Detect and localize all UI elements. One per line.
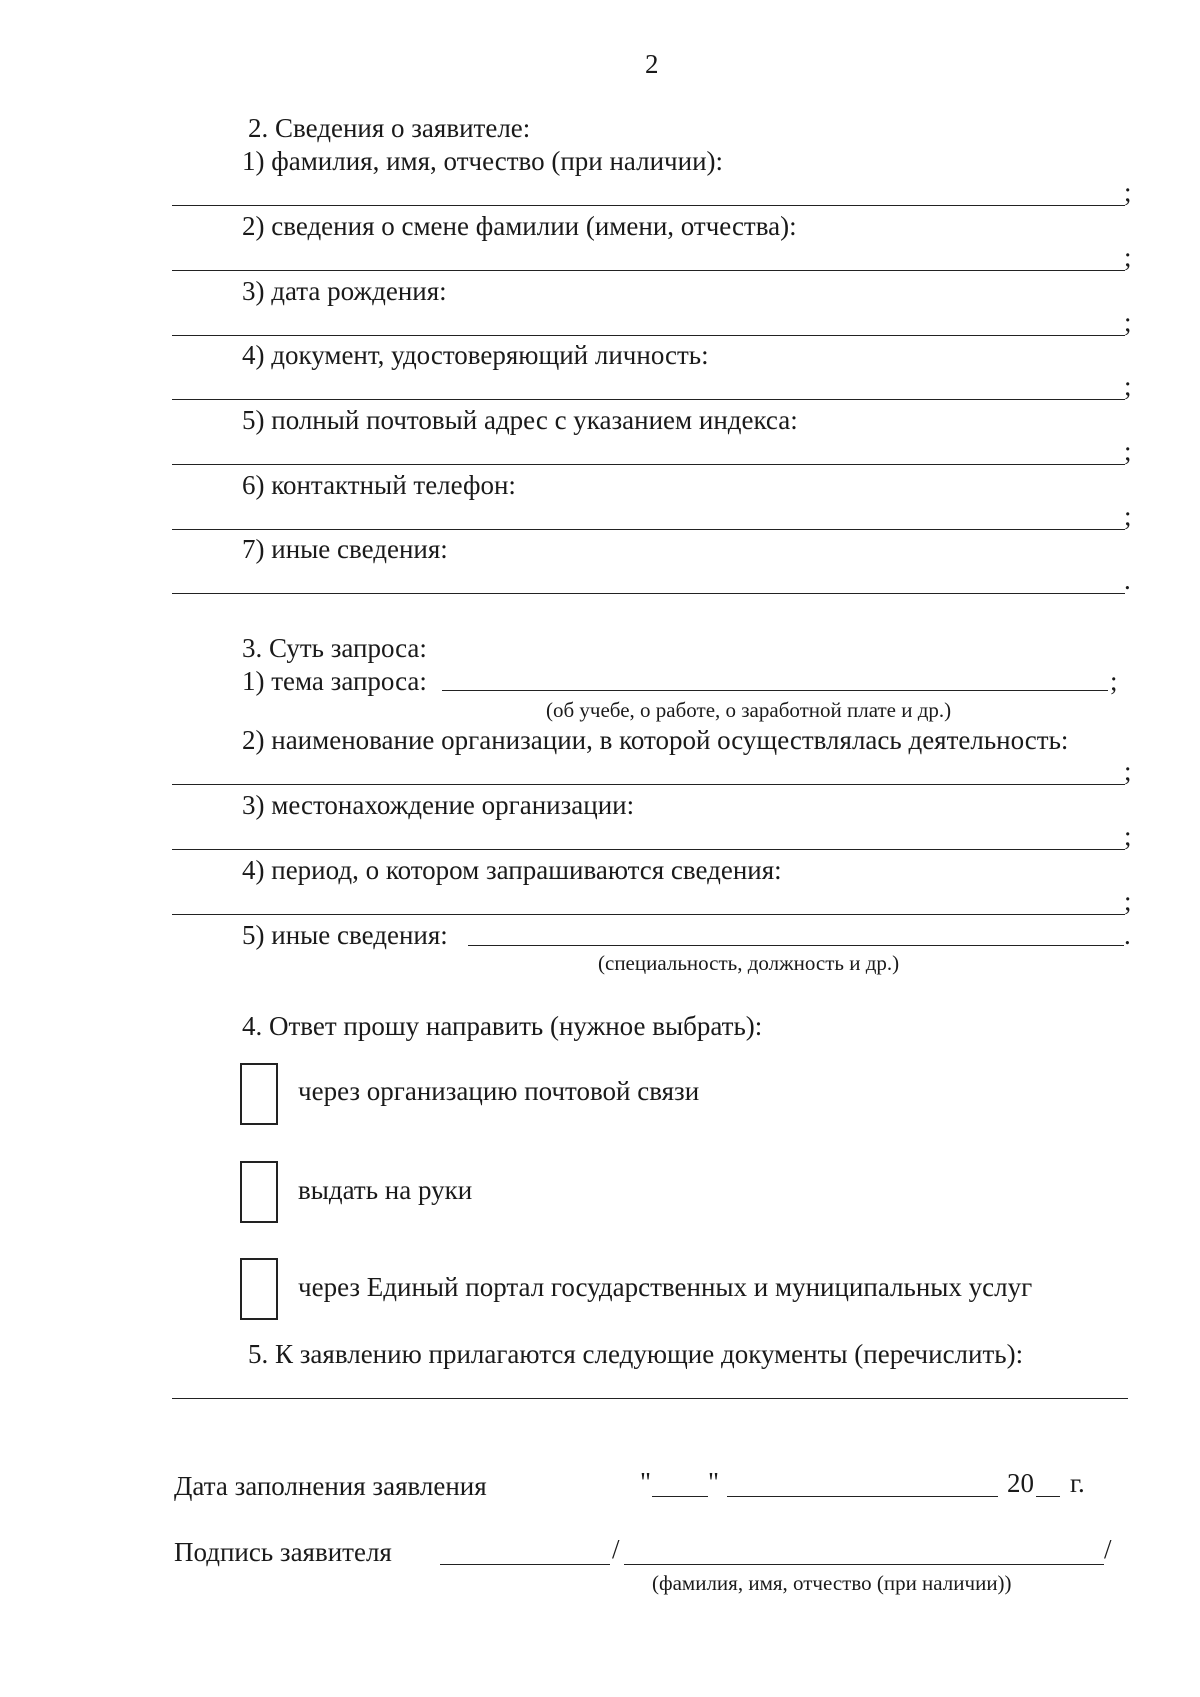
field-label-birth-date: 3) дата рождения:: [242, 276, 447, 306]
date-quote-open: ": [640, 1467, 652, 1497]
field-label-full-name: 1) фамилия, имя, отчество (при наличии):: [242, 146, 724, 176]
field-end-request-other: .: [1124, 920, 1131, 950]
field-end-phone: ;: [1124, 501, 1132, 531]
date-month-field[interactable]: [727, 1496, 998, 1497]
field-label-period: 4) период, о котором запрашиваются сведения:: [242, 855, 782, 885]
date-day-field[interactable]: [652, 1496, 708, 1497]
field-end-topic: ;: [1110, 666, 1118, 696]
field-end-full-name: ;: [1124, 177, 1132, 207]
date-year-suffix: г.: [1070, 1468, 1085, 1498]
field-line-attachments[interactable]: [172, 1398, 1128, 1399]
field-label-request-other: 5) иные сведения:: [242, 920, 448, 950]
option-label-postal: через организацию почтовой связи: [298, 1076, 700, 1106]
field-label-org-location: 3) местонахождение организации:: [242, 790, 635, 820]
field-end-postal-address: ;: [1124, 436, 1132, 466]
field-line-org-location[interactable]: [172, 849, 1125, 850]
field-end-birth-date: ;: [1124, 307, 1132, 337]
signature-field[interactable]: [440, 1564, 610, 1565]
section-5-heading: 5. К заявлению прилагаются следующие документы (перечислить):: [248, 1339, 1024, 1369]
date-year-prefix: 20: [1007, 1468, 1034, 1498]
checkbox-gov-portal[interactable]: [240, 1258, 278, 1320]
section-2-heading: 2. Сведения о заявителе:: [248, 113, 531, 143]
checkbox-in-person[interactable]: [240, 1161, 278, 1223]
hint-signature-name: (фамилия, имя, отчество (при наличии)): [652, 1571, 1012, 1595]
signature-slash-right: /: [1104, 1534, 1112, 1564]
date-quote-close: ": [708, 1467, 720, 1497]
field-line-phone[interactable]: [172, 529, 1125, 530]
signature-name-field[interactable]: [624, 1564, 1104, 1565]
page-number: 2: [645, 49, 659, 79]
field-line-org-name[interactable]: [172, 784, 1125, 785]
field-line-postal-address[interactable]: [172, 464, 1125, 465]
date-label: Дата заполнения заявления: [174, 1471, 487, 1501]
section-3-heading: 3. Суть запроса:: [242, 633, 427, 663]
option-label-in-person: выдать на руки: [298, 1175, 473, 1205]
hint-request-other: (специальность, должность и др.): [598, 951, 900, 975]
field-label-id-document: 4) документ, удостоверяющий личность:: [242, 340, 709, 370]
field-line-full-name[interactable]: [172, 205, 1125, 206]
signature-label: Подпись заявителя: [174, 1537, 392, 1567]
field-line-other-info[interactable]: [172, 593, 1125, 594]
field-line-id-document[interactable]: [172, 399, 1125, 400]
field-line-name-change[interactable]: [172, 270, 1125, 271]
option-label-gov-portal: через Единый портал государственных и муниципальных услуг: [298, 1272, 1033, 1302]
hint-topic: (об учебе, о работе, о заработной плате и др.): [546, 698, 952, 722]
field-line-request-other[interactable]: [468, 945, 1124, 946]
field-line-topic[interactable]: [442, 690, 1108, 691]
field-label-phone: 6) контактный телефон:: [242, 470, 516, 500]
field-end-id-document: ;: [1124, 371, 1132, 401]
field-label-topic: 1) тема запроса:: [242, 666, 427, 696]
signature-slash-left: /: [612, 1534, 620, 1564]
field-label-other-info: 7) иные сведения:: [242, 534, 448, 564]
field-line-period[interactable]: [172, 914, 1125, 915]
field-end-org-location: ;: [1124, 821, 1132, 851]
field-label-org-name: 2) наименование организации, в которой осуществлялась деятельность:: [242, 725, 1069, 755]
field-end-other-info: .: [1124, 565, 1131, 595]
field-label-name-change: 2) сведения о смене фамилии (имени, отчества):: [242, 211, 797, 241]
field-end-period: ;: [1124, 886, 1132, 916]
field-end-org-name: ;: [1124, 756, 1132, 786]
field-end-name-change: ;: [1124, 242, 1132, 272]
checkbox-postal[interactable]: [240, 1063, 278, 1125]
date-year-field[interactable]: [1036, 1496, 1060, 1497]
field-label-postal-address: 5) полный почтовый адрес с указанием индекса:: [242, 405, 798, 435]
section-4-heading: 4. Ответ прошу направить (нужное выбрать):: [242, 1011, 763, 1041]
field-line-birth-date[interactable]: [172, 335, 1125, 336]
